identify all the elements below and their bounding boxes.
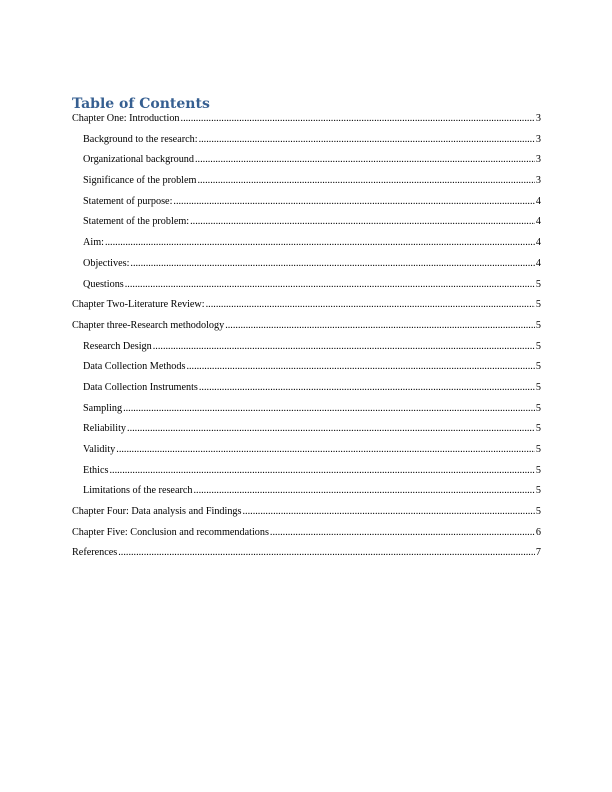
toc-entry[interactable]: [72, 279, 541, 300]
table-of-contents: [72, 113, 541, 568]
toc-entry[interactable]: [72, 465, 541, 486]
toc-entry[interactable]: [72, 237, 541, 258]
toc-dot-leader: [243, 506, 535, 517]
toc-entry-label: Data Collection Instruments: [83, 381, 198, 393]
toc-dot-leader: [206, 299, 535, 310]
toc-entry-page-number: 4: [535, 195, 541, 207]
toc-entry[interactable]: [72, 175, 541, 196]
toc-entry-label: Statement of the problem:: [83, 216, 190, 228]
toc-entry-page-number: 5: [535, 361, 541, 373]
toc-dot-leader: [199, 134, 535, 145]
toc-dot-leader: [105, 237, 535, 248]
toc-dot-leader: [125, 279, 535, 290]
toc-entry-page-number: 3: [535, 154, 541, 166]
toc-dot-leader: [181, 113, 535, 124]
toc-entry-page-number: 5: [535, 444, 541, 455]
toc-entry-label: Chapter three-Research methodology: [72, 319, 225, 331]
toc-entry-page-number: 3: [535, 175, 541, 187]
toc-dot-leader: [130, 258, 535, 269]
toc-title: Table of Contents: [72, 96, 210, 112]
toc-entry-label: Aim:: [83, 237, 104, 249]
toc-dot-leader: [190, 216, 535, 227]
toc-entry-label: Limitations of the research: [83, 485, 193, 497]
toc-entry-page-number: 5: [535, 402, 541, 414]
toc-entry[interactable]: [72, 382, 541, 403]
toc-entry-label: Statement of purpose:: [83, 195, 173, 207]
toc-entry-label: Sampling: [83, 402, 123, 414]
toc-entry[interactable]: [72, 299, 541, 320]
toc-entry[interactable]: [72, 196, 541, 217]
toc-entry-label: Data Collection Methods: [83, 361, 186, 373]
toc-dot-leader: [186, 361, 534, 372]
toc-entry[interactable]: [72, 423, 541, 444]
toc-dot-leader: [225, 320, 535, 331]
toc-entry-page-number: 3: [535, 133, 541, 145]
toc-dot-leader: [197, 175, 534, 186]
toc-entry[interactable]: [72, 134, 541, 155]
toc-entry-label: Questions: [83, 278, 124, 290]
toc-entry-label: Background to the research:: [83, 133, 198, 145]
toc-dot-leader: [195, 154, 535, 165]
toc-dot-leader: [123, 403, 535, 414]
toc-entry-label: Chapter One: Introduction: [72, 113, 180, 124]
toc-dot-leader: [199, 382, 535, 393]
toc-entry[interactable]: [72, 113, 541, 134]
toc-entry-page-number: 4: [535, 237, 541, 249]
toc-entry-label: Research Design: [83, 340, 152, 352]
toc-entry[interactable]: [72, 547, 541, 568]
toc-entry-label: References: [72, 547, 118, 559]
toc-entry-page-number: 5: [535, 464, 541, 476]
toc-entry-label: Objectives:: [83, 257, 130, 269]
toc-entry-page-number: 5: [535, 299, 541, 311]
toc-entry-page-number: 3: [535, 113, 541, 124]
toc-entry[interactable]: [72, 527, 541, 548]
toc-entry-page-number: 5: [535, 278, 541, 290]
toc-entry[interactable]: [72, 403, 541, 424]
toc-entry-page-number: 6: [535, 526, 541, 538]
toc-dot-leader: [116, 444, 535, 455]
toc-dot-leader: [193, 485, 534, 496]
toc-entry-page-number: 5: [535, 381, 541, 393]
toc-entry[interactable]: [72, 216, 541, 237]
toc-entry-page-number: 4: [535, 216, 541, 228]
toc-entry-label: Validity: [83, 444, 116, 455]
toc-entry-page-number: 5: [535, 340, 541, 352]
toc-entry-page-number: 5: [535, 423, 541, 435]
toc-entry-label: Chapter Four: Data analysis and Findings: [72, 506, 242, 518]
toc-entry[interactable]: [72, 361, 541, 382]
toc-dot-leader: [153, 341, 535, 352]
toc-entry-label: Significance of the problem: [83, 175, 197, 187]
toc-entry-label: Reliability: [83, 423, 127, 435]
toc-entry[interactable]: [72, 320, 541, 341]
toc-dot-leader: [270, 527, 535, 538]
toc-entry-page-number: 5: [535, 485, 541, 497]
toc-entry-label: Chapter Five: Conclusion and recommendations: [72, 526, 269, 538]
toc-entry-label: Ethics: [83, 464, 109, 476]
toc-entry[interactable]: [72, 444, 541, 465]
toc-entry-page-number: 7: [535, 547, 541, 559]
toc-entry-page-number: 5: [535, 506, 541, 518]
toc-entry[interactable]: [72, 506, 541, 527]
toc-dot-leader: [109, 465, 534, 476]
toc-dot-leader: [127, 423, 535, 434]
toc-entry-page-number: 4: [535, 257, 541, 269]
toc-entry-label: Organizational background: [83, 154, 194, 166]
toc-entry[interactable]: [72, 485, 541, 506]
toc-entry-page-number: 5: [535, 319, 541, 331]
toc-dot-leader: [118, 547, 535, 558]
toc-dot-leader: [173, 196, 535, 207]
toc-entry[interactable]: [72, 258, 541, 279]
toc-entry[interactable]: [72, 341, 541, 362]
toc-entry-label: Chapter Two-Literature Review:: [72, 299, 205, 311]
toc-entry[interactable]: [72, 154, 541, 175]
